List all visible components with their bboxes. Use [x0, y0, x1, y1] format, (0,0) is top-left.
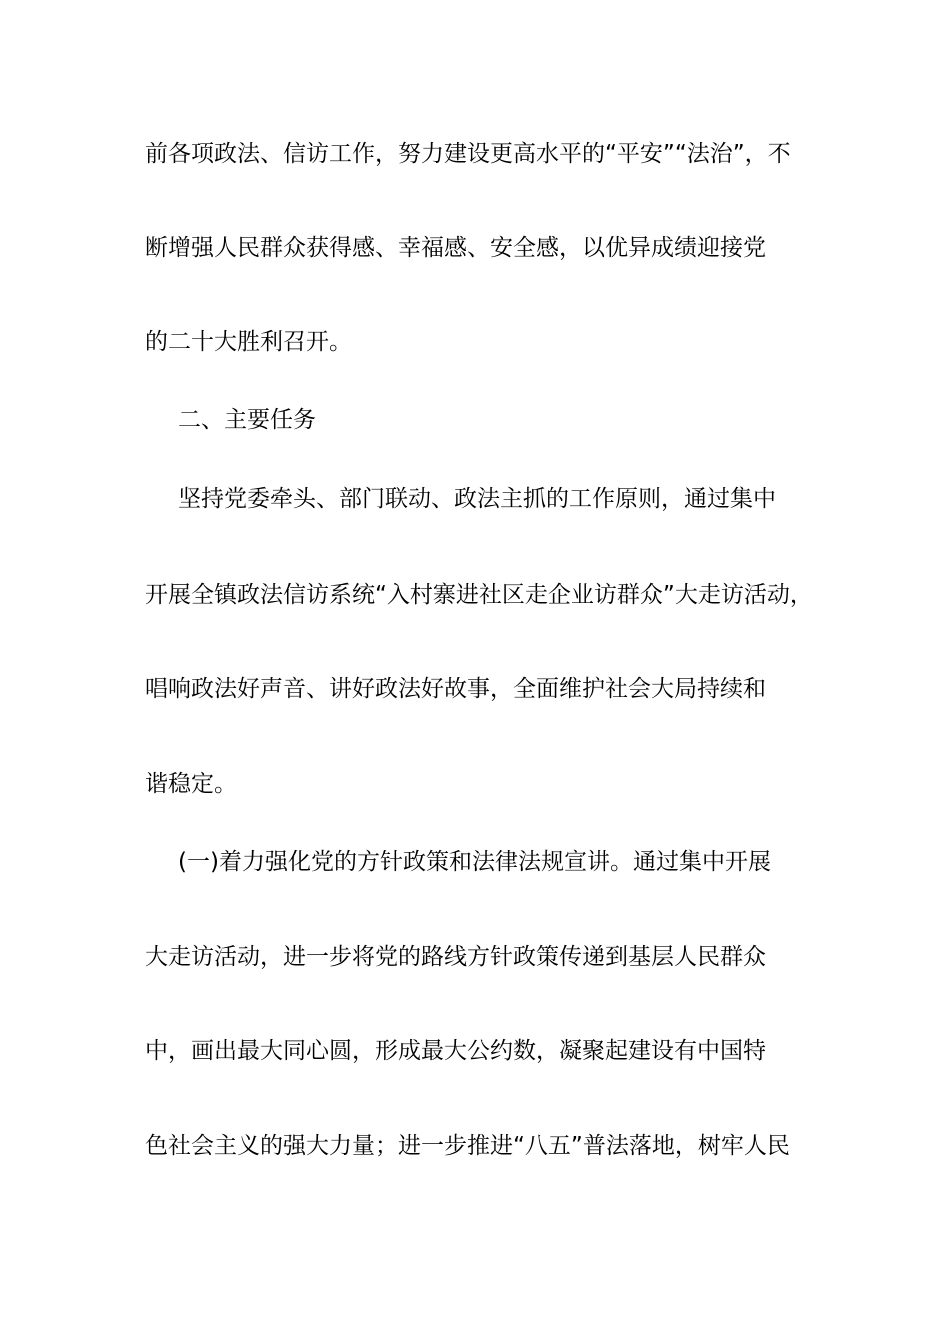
text-line: 中，画出最大同心圆，形成最大公约数，凝聚起建设有中国特 — [145, 1038, 766, 1064]
text-line: 谐稳定。 — [145, 771, 237, 797]
text-line: 断增强人民群众获得感、幸福感、安全感，以优异成绩迎接党 — [145, 235, 766, 261]
text-line: 色社会主义的强大力量；进一步推进“八五”普法落地，树牢人民 — [145, 1133, 790, 1159]
text-line: 坚持党委牵头、部门联动、政法主抓的工作原则，通过集中 — [178, 486, 776, 512]
text-line: 的二十大胜利召开。 — [145, 329, 352, 355]
subsection-heading: (一)着力强化党的方针政策和法律法规宣讲。通过集中开展 — [178, 849, 771, 875]
text-line: 前各项政法、信访工作，努力建设更高水平的“平安”“法治”，不 — [145, 141, 791, 167]
section-heading: 二、主要任务 — [178, 407, 316, 433]
text-line: 大走访活动，进一步将党的路线方针政策传递到基层人民群众 — [145, 944, 766, 970]
text-line: 唱响政法好声音、讲好政法好故事，全面维护社会大局持续和 — [145, 676, 766, 702]
text-line: 开展全镇政法信访系统“入村寨进社区走企业访群众”大走访活动， — [145, 582, 813, 608]
